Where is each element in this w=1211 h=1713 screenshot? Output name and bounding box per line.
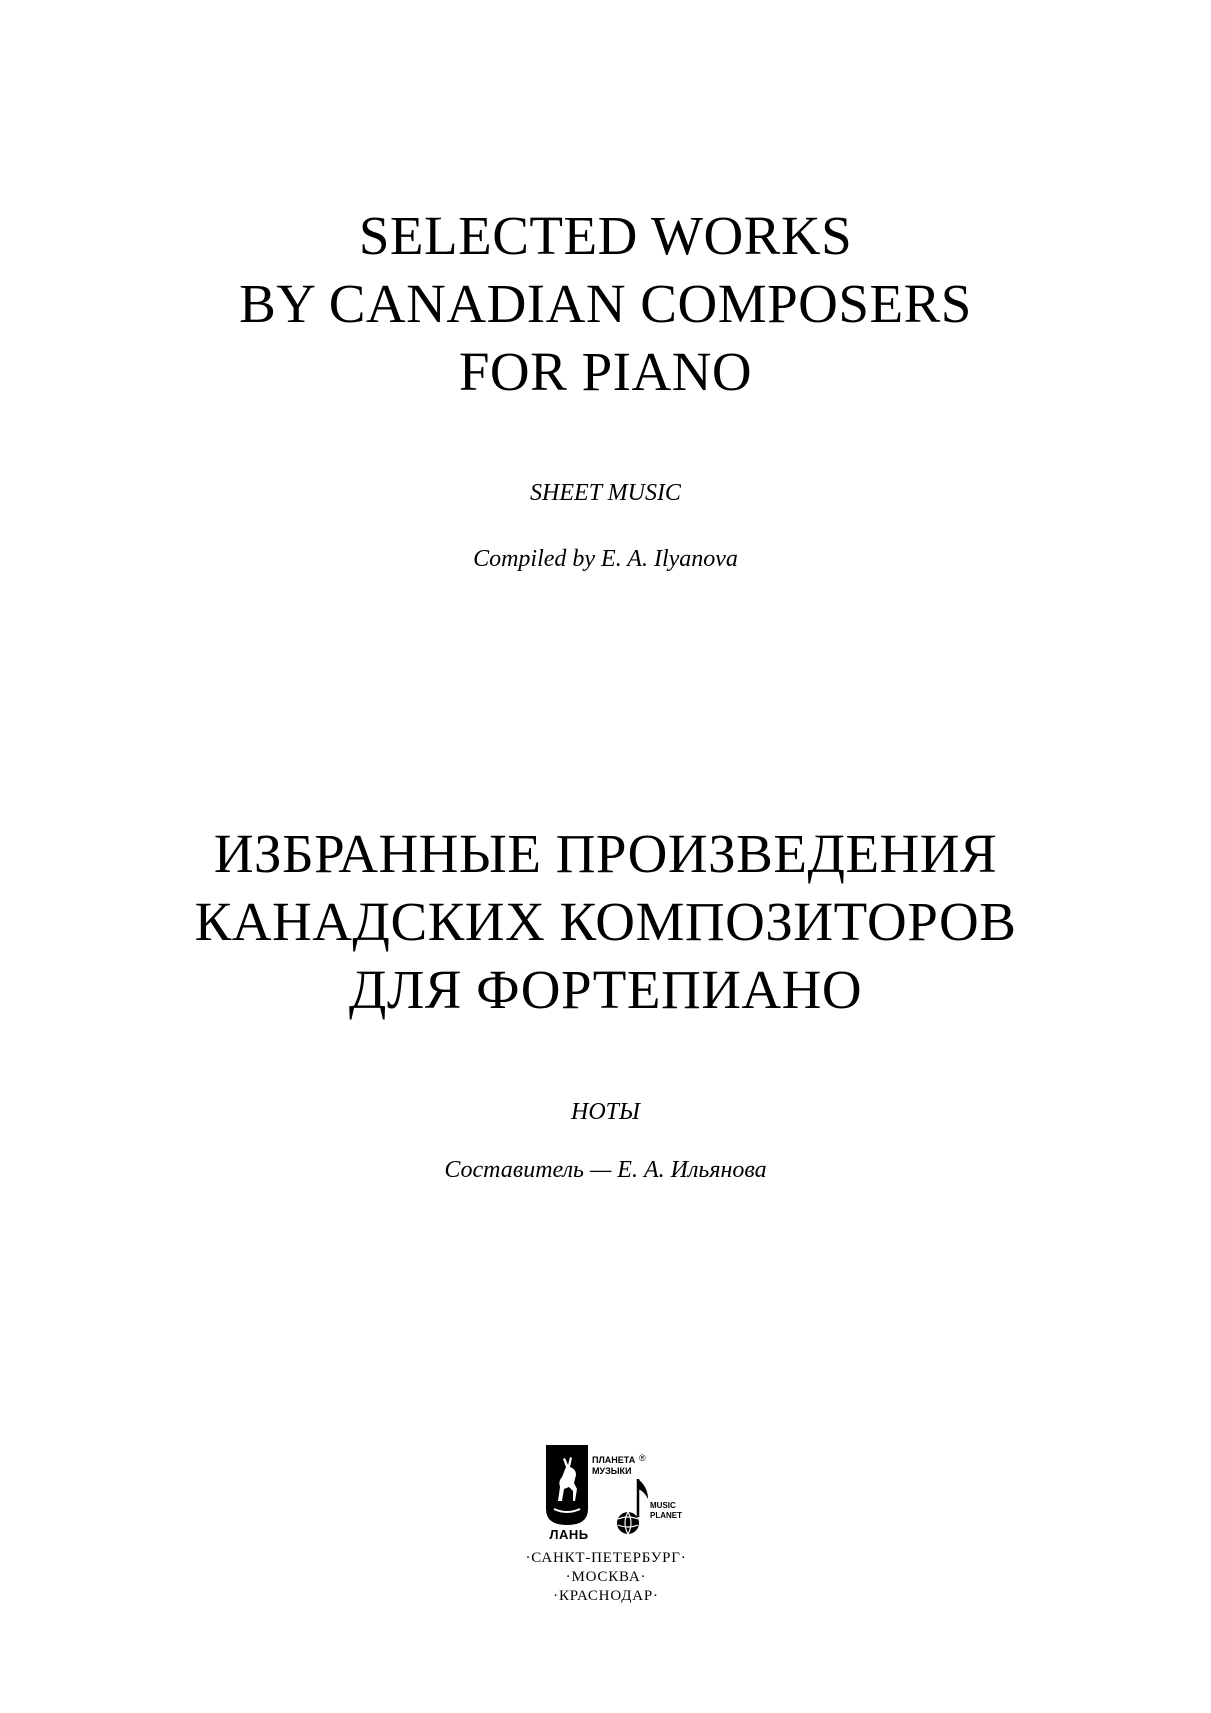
planeta-line-1: ПЛАНЕТА — [592, 1455, 636, 1465]
music-planet-label — [650, 1501, 682, 1521]
russian-title-line-3: ДЛЯ ФОРТЕПИАНО — [348, 959, 863, 1020]
city-krasnodar: ·КРАСНОДАР· — [553, 1588, 659, 1604]
publisher-cities — [512, 1549, 700, 1606]
english-title-line-1: SELECTED WORKS — [358, 205, 853, 266]
english-compiler — [0, 545, 1211, 573]
planeta-line-2: МУЗЫКИ — [592, 1466, 632, 1476]
english-title-line-3: FOR PIANO — [458, 341, 753, 402]
city-saint-petersburg: ·САНКТ-ПЕТЕРБУРГ· — [525, 1550, 687, 1566]
english-subtitle-text: SHEET MUSIC — [530, 480, 681, 506]
english-title — [0, 202, 1211, 406]
russian-subtitle-text: НОТЫ — [571, 1099, 640, 1125]
english-subtitle — [0, 479, 1211, 507]
russian-compiler — [0, 1156, 1211, 1184]
music-note-globe-icon — [592, 1473, 652, 1543]
russian-title — [0, 820, 1211, 1024]
english-compiler-text: Compiled by E. A. Ilyanova — [473, 546, 738, 572]
registered-mark: ® — [639, 1453, 646, 1463]
deer-emblem-icon — [544, 1443, 590, 1527]
russian-compiler-text: Составитель — Е. А. Ильянова — [444, 1157, 767, 1183]
lan-logo-text: ЛАНЬ — [549, 1527, 589, 1542]
music-planet-line-2: PLANET — [650, 1511, 682, 1520]
english-title-line-2: BY CANADIAN COMPOSERS — [239, 273, 972, 334]
russian-subtitle — [0, 1098, 1211, 1126]
city-moscow: ·МОСКВА· — [565, 1569, 647, 1585]
publisher-logo — [512, 1443, 700, 1621]
russian-title-line-1: ИЗБРАННЫЕ ПРОИЗВЕДЕНИЯ — [213, 823, 998, 884]
russian-title-line-2: КАНАДСКИХ КОМПОЗИТОРОВ — [194, 891, 1017, 952]
music-planet-line-1: MUSIC — [650, 1501, 676, 1510]
